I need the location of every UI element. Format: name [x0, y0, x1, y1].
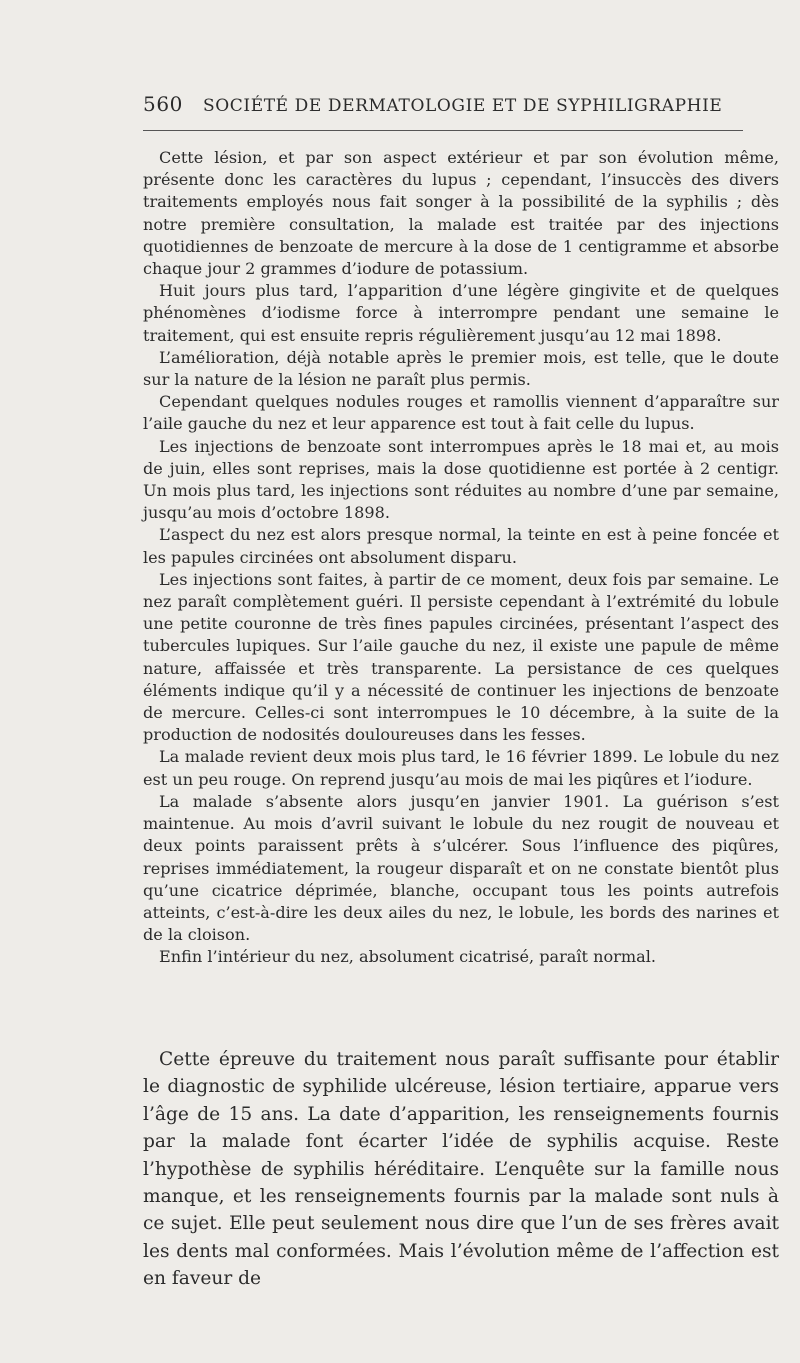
paragraph: Cependant quelques nodules rouges et ramollis viennent d’apparaître sur l’aile gauche du nez et leur apparence est tout à fait celle du lupus. [143, 392, 779, 434]
discussion-text [143, 1046, 779, 1293]
running-header [143, 92, 743, 116]
paragraph: Cette lésion, et par son aspect extérieur et par son évolution même, présente donc les caractères du lupus ; cependant, l’insuccès des divers traitements employés nous fait songer à la possibilité de la syphilis ; dès notre première consultation, la malade est traitée par des injections quotidiennes de benzoate de mercure à la dose de 1 centigramme et absorbe chaque jour 2 grammes d’iodure de potassium. [143, 148, 779, 279]
header-rule [143, 130, 743, 131]
paragraph: L’aspect du nez est alors presque normal, la teinte en est à peine foncée et les papules circinées ont absolument disparu. [143, 525, 779, 567]
paragraph: La malade s’absente alors jusqu’en janvier 1901. La guérison s’est maintenue. Au mois d’avril suivant le lobule du nez rougit de nouveau et deux points paraissent prêts à s’ulcérer. Sous l’influence des piqûres, reprises immédiatement, la rougeur disparaît et on ne constate bientôt plus qu’une cicatrice déprimée, blanche, occupant tous les points autrefois atteints, c’est-à-dire les deux ailes du nez, le lobule, les bords des narines et de la cloison. [143, 791, 779, 945]
paragraph: La malade revient deux mois plus tard, le 16 février 1899. Le lobule du nez est un peu rouge. On reprend jusqu’au mois de mai les piqûres et l’iodure. [143, 747, 779, 789]
running-title: SOCIÉTÉ DE DERMATOLOGIE ET DE SYPHILIGRAPHIE [203, 96, 723, 116]
paragraph: Les injections sont faites, à partir de ce moment, deux fois par semaine. Le nez paraît complètement guéri. Il persiste cependant à l’extrémité du lobule une petite couronne de très fines papules circinées, présentant l’aspect des tubercules lupiques. Sur l’aile gauche du nez, il existe une papule de même nature, affaissée et très transparente. La persistance de ces quelques éléments indique qu’il y a nécessité de continuer les injections de benzoate de mercure. Celles-ci sont interrompues le 10 décembre, à la suite de la production de nodosités douloureuses dans les fesses. [143, 569, 779, 745]
paragraph: Enfin l’intérieur du nez, absolument cicatrisé, paraît normal. [159, 947, 656, 967]
page-number: 560 [143, 92, 183, 116]
paragraph: Les injections de benzoate sont interrompues après le 18 mai et, au mois de juin, elles sont reprises, mais la dose quotidienne est portée à 2 centigr. Un mois plus tard, les injections sont réduites au nombre d’une par semaine, jusqu’au mois d’octobre 1898. [143, 436, 779, 523]
paragraph: Cette épreuve du traitement nous paraît suffisante pour établir le diagnostic de syphilide ulcéreuse, lésion tertiaire, apparue vers l’âge de 15 ans. La date d’apparition, les renseignements fournis par la malade font écarter l’idée de syphilis acquise. Reste l’hypothèse de syphilis héréditaire. L’enquête sur la famille nous manque, et les renseignements fournis par la malade sont nuls à ce sujet. Elle peut seulement nous dire que l’un de ses frères avait les dents mal conformées. Mais l’évolution même de l’affection est en faveur de [143, 1049, 779, 1290]
case-report-text [143, 147, 779, 969]
paragraph: L’amélioration, déjà notable après le premier mois, est telle, que le doute sur la nature de la lésion ne paraît plus permis. [143, 347, 779, 390]
paragraph: Huit jours plus tard, l’apparition d’une légère gingivite et de quelques phénomènes d’iodisme force à interrompre pendant une semaine le traitement, qui est ensuite repris régulièrement jusqu’au 12 mai 1898. [143, 281, 779, 345]
